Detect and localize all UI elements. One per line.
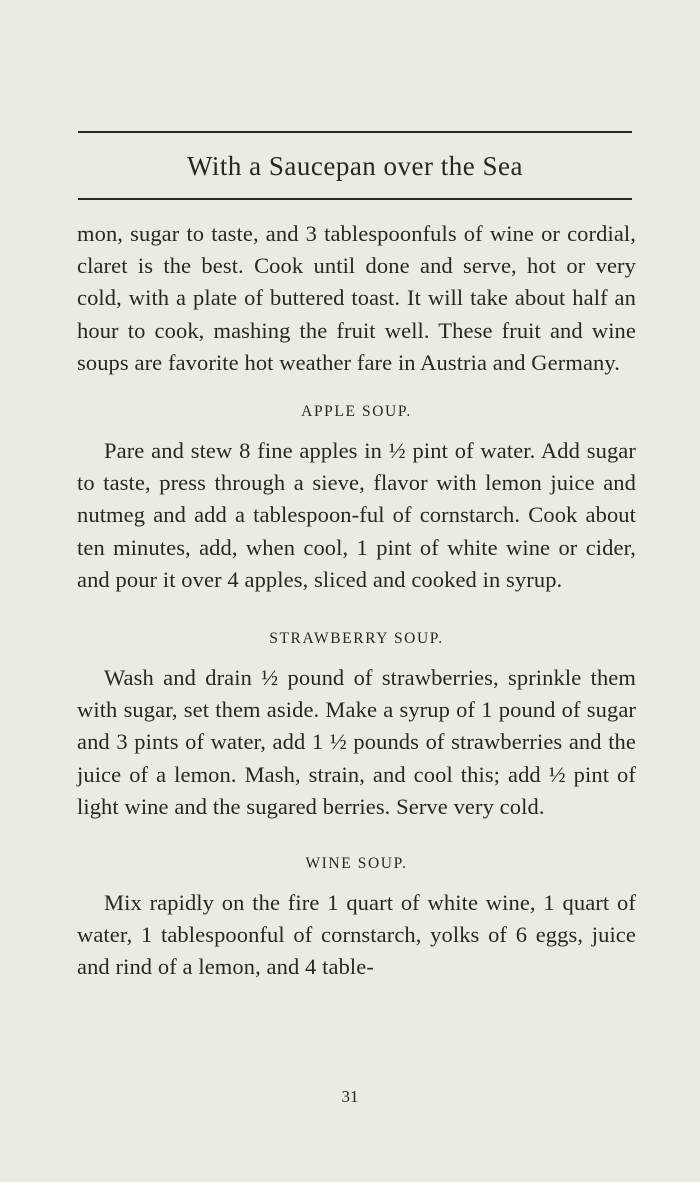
header-rule-bottom [78,198,632,200]
section-paragraph-strawberry-soup: Wash and drain ½ pound of strawberries, sprinkle them with sugar, set them aside. Make a syrup of 1 pound of sugar and 3 pints of water, add 1 ½ pounds of strawberries and the juice of a lemon. Mash, strain, and cool this; add ½ pint of light wine and the sugared berries. Serve very cold. [77,665,636,819]
body-text [77,218,636,984]
section-heading-apple-soup: APPLE SOUP. [301,403,412,421]
section-heading-wine-soup: WINE SOUP. [305,855,408,873]
page-number: 31 [341,1087,359,1106]
header-rule-top [78,131,632,133]
section-paragraph-apple-soup: Pare and stew 8 fine apples in ½ pint of water. Add sugar to taste, press through a sieve, flavor with lemon juice and nutmeg and add a tablespoon-ful of cornstarch. Cook about ten minutes, add, when cool, 1 pint of white wine or cider, and pour it over 4 apples, sliced and cooked in syrup. [77,438,636,592]
section-paragraph-wine-soup: Mix rapidly on the fire 1 quart of white wine, 1 quart of water, 1 tablespoonful of cornstarch, yolks of 6 eggs, juice and rind of a lemon, and 4 table- [77,890,636,980]
section-heading-strawberry-soup: STRAWBERRY SOUP. [269,630,444,648]
continuation-paragraph: mon, sugar to taste, and 3 tablespoonfuls of wine or cordial, claret is the best. Cook until done and serve, hot or very cold, with a plate of buttered toast. It will take about half an hour to cook, mashing the fruit well. These fruit and wine soups are favorite hot weather fare in Austria and Germany. [77,221,636,375]
running-head: With a Saucepan over the Sea [186,151,524,181]
